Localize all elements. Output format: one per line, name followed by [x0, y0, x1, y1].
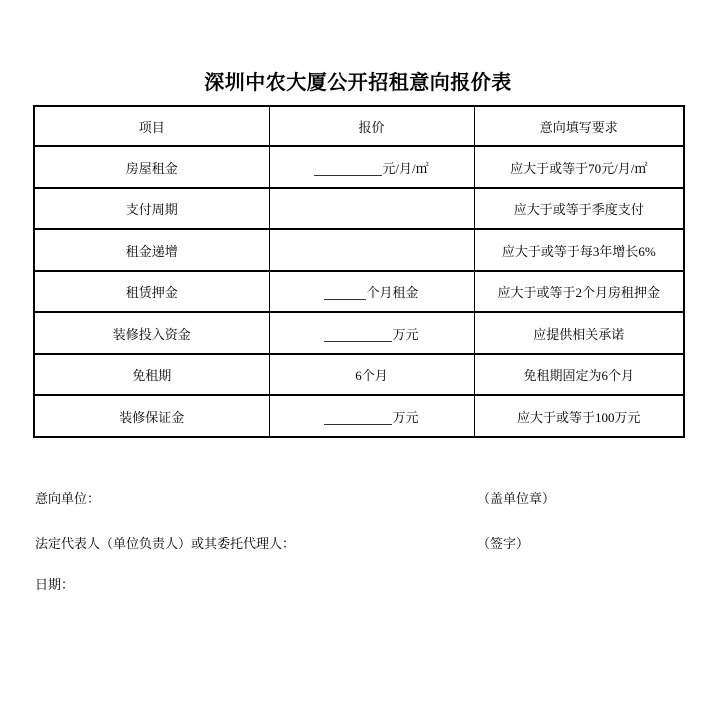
requirement-cell: 应大于或等于2个月房租押金	[474, 271, 684, 313]
table-row	[34, 188, 684, 230]
table-row	[34, 312, 684, 354]
seal-note: （盖单位章）	[477, 491, 556, 506]
table-row	[34, 146, 684, 188]
quote-unit: 个月租金	[366, 285, 419, 301]
fill-in-blank-line	[324, 411, 392, 425]
fill-in-blank-line	[324, 328, 392, 342]
requirement-cell: 应大于或等于季度支付	[474, 188, 684, 230]
header-quote: 报价	[269, 106, 474, 146]
quote-unit: 万元	[392, 326, 419, 342]
quote-cell	[269, 271, 474, 313]
table-header-row	[34, 106, 684, 146]
item-cell: 免租期	[34, 354, 269, 396]
table-body	[34, 106, 684, 437]
item-cell: 租金递增	[34, 229, 269, 271]
requirement-cell: 应大于或等于每3年增长6%	[474, 229, 684, 271]
quote-unit: 元/月/㎡	[382, 160, 429, 176]
quote-cell	[269, 229, 474, 271]
requirement-cell: 应大于或等于70元/月/㎡	[474, 146, 684, 188]
table-row	[34, 229, 684, 271]
quote-cell	[269, 395, 474, 437]
page-title: 深圳中农大厦公开招租意向报价表	[204, 72, 512, 94]
date-label: 日期：	[35, 577, 75, 592]
table-row	[34, 271, 684, 313]
quote-cell	[269, 312, 474, 354]
requirement-cell: 应提供相关承诺	[474, 312, 684, 354]
table-row	[34, 395, 684, 437]
header-requirement: 意向填写要求	[474, 106, 684, 146]
item-cell: 装修保证金	[34, 395, 269, 437]
legal-rep-label: 法定代表人（单位负责人）或其委托代理人：	[35, 536, 296, 551]
header-item: 项目	[34, 106, 269, 146]
quote-unit: 万元	[392, 409, 419, 425]
intent-unit-label: 意向单位：	[35, 491, 101, 506]
item-cell: 房屋租金	[34, 146, 269, 188]
fill-in-blank-line	[314, 162, 382, 176]
table-row	[34, 354, 684, 396]
item-cell: 支付周期	[34, 188, 269, 230]
quote-cell: 6个月	[269, 354, 474, 396]
quote-cell	[269, 188, 474, 230]
requirement-cell: 免租期固定为6个月	[474, 354, 684, 396]
quote-cell	[269, 146, 474, 188]
sign-note: （签字）	[477, 536, 530, 551]
item-cell: 装修投入资金	[34, 312, 269, 354]
fill-in-blank-line	[324, 286, 366, 300]
quotation-table	[33, 105, 685, 438]
item-cell: 租赁押金	[34, 271, 269, 313]
requirement-cell: 应大于或等于100万元	[474, 395, 684, 437]
